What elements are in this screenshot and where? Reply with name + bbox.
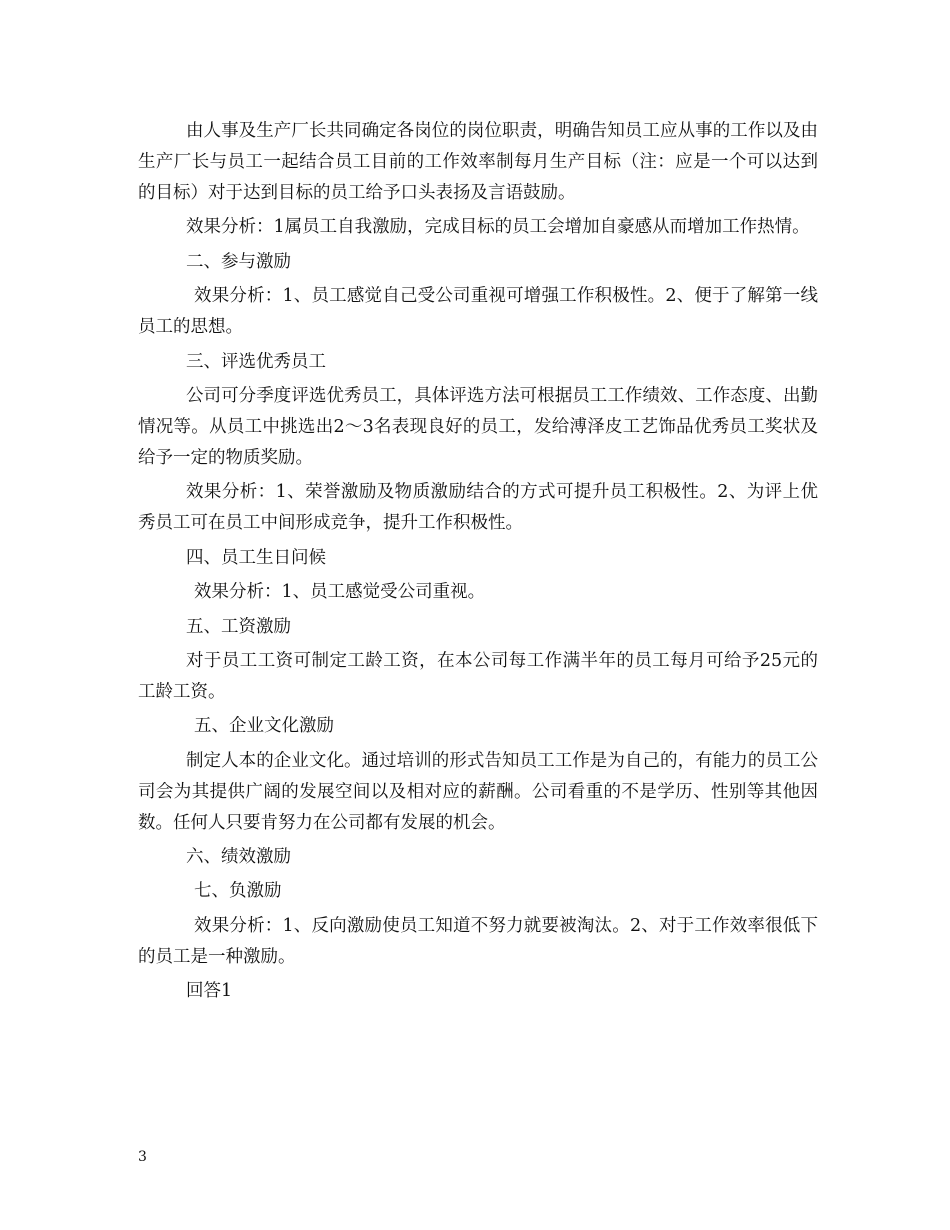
paragraph-effect-analysis-3: 效果分析：1、荣誉激励及物质激励结合的方式可提升员工积极性。2、为评上优秀员工可在员工中间形成竞争，提升工作积极性。 [138, 482, 818, 534]
heading-birthday-greeting: 四、员工生日问候 [186, 547, 326, 568]
page-number: 3 [138, 1149, 147, 1165]
heading-culture-incentive: 五、企业文化激励 [194, 716, 334, 737]
heading-performance-incentive: 六、绩效激励 [186, 847, 291, 868]
paragraph-answer: 回答1 [186, 981, 233, 1002]
paragraph-effect-analysis-2: 效果分析：1、员工感觉自己受公司重视可增强工作积极性。2、便于了解第一线员工的思想。 [138, 286, 818, 338]
paragraph-job-responsibilities: 由人事及生产厂长共同确定各岗位的岗位职责，明确告知员工应从事的工作以及由生产厂长与员工一起结合员工目前的工作效率制每月生产目标（注：应是一个可以达到的目标）对于达到目标的员工给予口头表扬及言语鼓励。 [138, 121, 818, 203]
paragraph-corporate-culture: 制定人本的企业文化。通过培训的形式告知员工工作是为自己的，有能力的员工公司会为其提供广阔的发展空间以及相对应的薪酬。公司看重的不是学历、性别等其他因数。任何人只要肯努力在公司都有发展的机会。 [138, 750, 818, 833]
paragraph-effect-analysis-1: 效果分析：1属员工自我激励，完成目标的员工会增加自豪感从而增加工作热情。 [186, 217, 810, 238]
body-text [138, 116, 818, 1011]
heading-negative-incentive: 七、负激励 [194, 881, 282, 902]
paragraph-effect-analysis-4: 效果分析：1、员工感觉受公司重视。 [194, 582, 486, 603]
paragraph-outstanding-employee-method: 公司可分季度评选优秀员工，具体评选方法可根据员工工作绩效、工作态度、出勤情况等。从员工中挑选出2～3名表现良好的员工，发给溥泽皮工艺饰品优秀员工奖状及给予一定的物质奖励。 [138, 385, 818, 468]
heading-outstanding-employee: 三、评选优秀员工 [186, 351, 326, 372]
heading-salary-incentive: 五、工资激励 [186, 616, 291, 637]
paragraph-seniority-salary: 对于员工工资可制定工龄工资，在本公司每工作满半年的员工每月可给予25元的工龄工资。 [138, 650, 818, 702]
paragraph-effect-analysis-5: 效果分析：1、反向激励使员工知道不努力就要被淘汰。2、对于工作效率很低下的员工是一种激励。 [138, 915, 818, 967]
heading-participation-incentive: 二、参与激励 [186, 251, 291, 272]
